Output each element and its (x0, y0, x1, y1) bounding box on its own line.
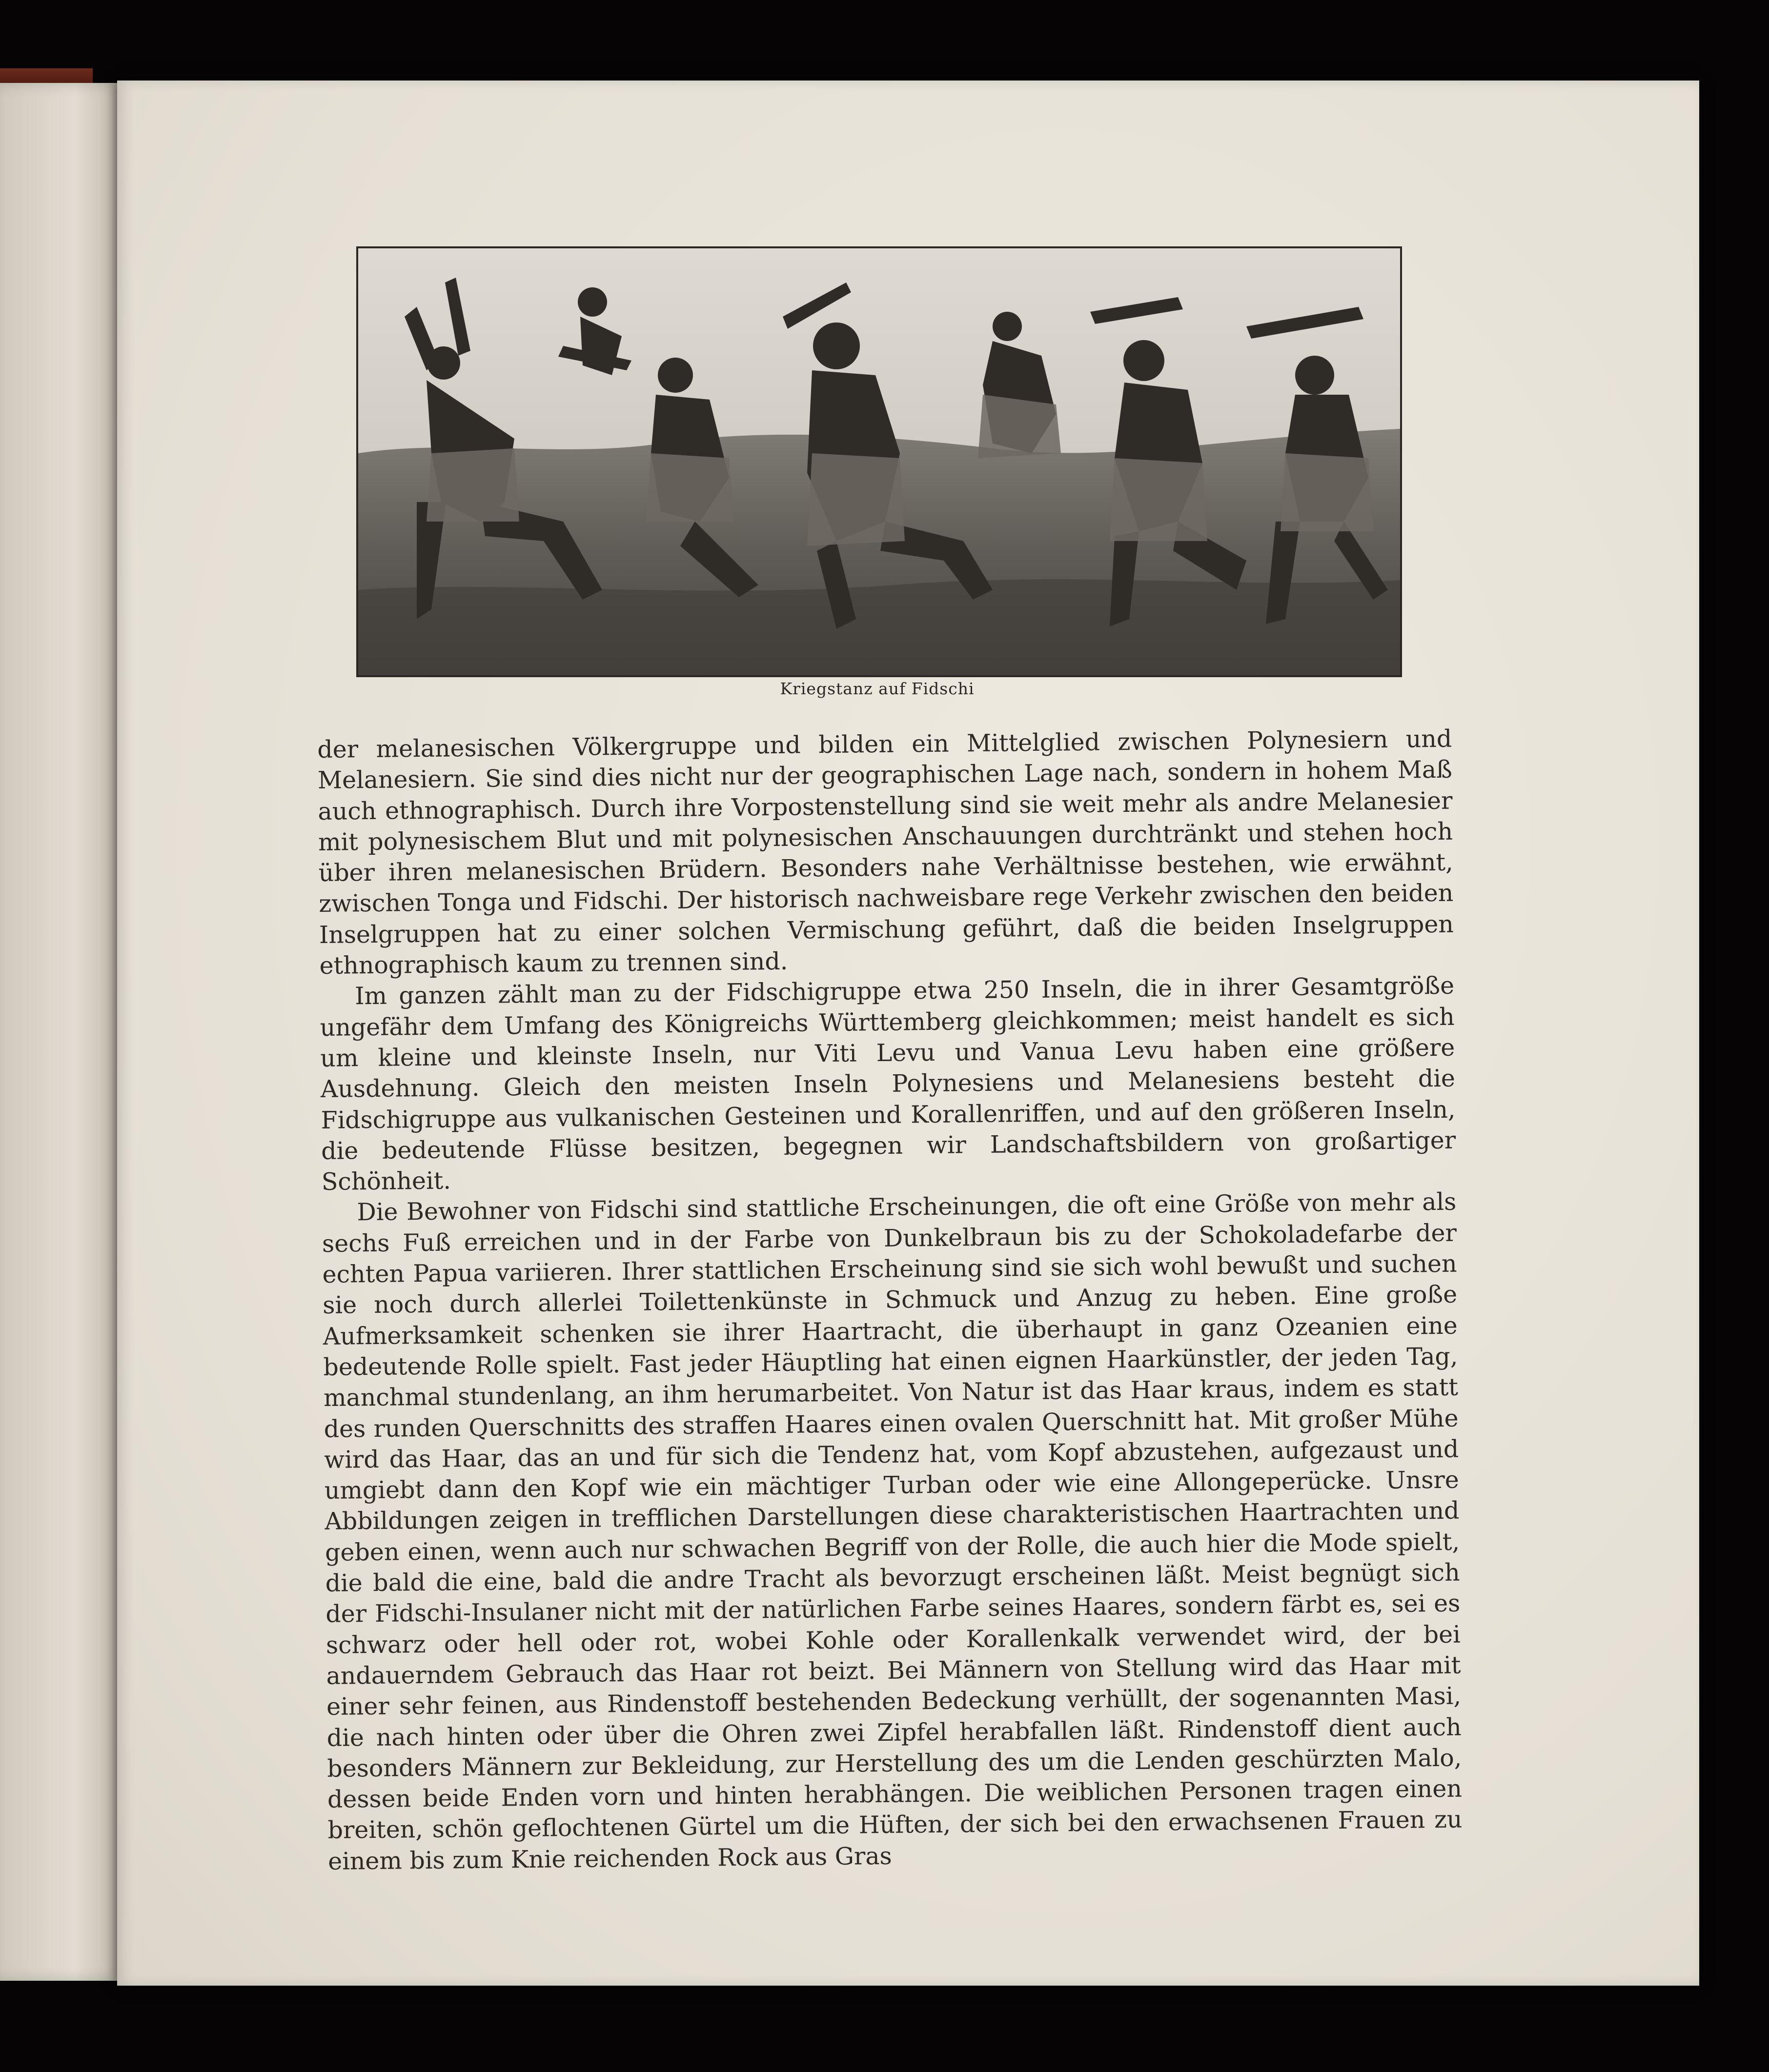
photograph-war-dance (356, 246, 1402, 677)
paragraph: Im ganzen zählt man zu der Fidschigruppe etwa 250 Inseln, die in ihrer Gesamtgröße ungefähr dem Umfang des Königreichs Württemberg gleichkommen; meist handelt es sich um kleine und kleinste Inseln, nur Viti Levu und Vanua Levu haben eine größere Ausdehnung. Gleich den meisten Inseln Polynesiens und Melanesiens besteht die Fidschigruppe aus vulkanischen Gesteinen und Korallenriffen, und auf den größeren Inseln, die bedeutende Flüsse besitzen, begegnen wir Landschaftsbildern von großartiger Schönheit. (320, 972, 1456, 1196)
figure-caption: Kriegstanz auf Fidschi (780, 679, 975, 698)
left-page-edge (0, 83, 124, 1981)
body-text (317, 724, 1463, 1877)
paragraph: Die Bewohner von Fidschi sind stattliche Erscheinungen, die oft eine Größe von mehr als sechs Fuß erreichen und in der Farbe von Dunkelbraun bis zu der Schokoladefarbe der echten Papua variieren. Ihrer stattlichen Erscheinung sind sie sich wohl bewußt und suchen sie noch durch allerlei Toilettenkünste in Schmuck und Anzug zu heben. Eine große Aufmerksamkeit schenken sie ihrer Haartracht, die überhaupt in ganz Ozeanien eine bedeutende Rolle spielt. Fast jeder Häuptling hat einen eignen Haarkünstler, der jeden Tag, manchmal stundenlang, an ihm herumarbeitet. Von Natur ist das Haar kraus, indem es statt des runden Querschnitts des straffen Haares einen ovalen Querschnitt hat. Mit großer Mühe wird das Haar, das an und für sich die Tendenz hat, vom Kopf abzustehen, aufgezaust und umgiebt dann den Kopf wie ein mächtiger Turban oder wie eine Allongeperücke. Unsre Abbildungen zeigen in trefflichen Darstellungen diese charakteristischen Haartrachten und geben einen, wenn auch nur schwachen Begriff von der Rolle, die auch hier die Mode spielt, die bald die eine, bald die andre Tracht als bevorzugt erscheinen läßt. Meist begnügt sich der Fidschi-Insulaner nicht mit der natürlichen Farbe seines Haares, sondern färbt es, sei es schwarz oder hell oder rot, wobei Kohle oder Korallenkalk verwendet wird, der bei andauerndem Gebrauch das Haar rot beizt. Bei Männern von Stellung wird das Haar mit einer sehr feinen, aus Rindenstoff bestehenden Bedeckung verhüllt, der sogenannten Masi, die nach hinten oder über die Ohren zwei Zipfel herabfallen läßt. Rindenstoff dient auch besonders Männern zur Bekleidung, zur Herstellung des um die Lenden geschürzten Malo, dessen beide Enden vorn und hinten herabhängen. Die weiblichen Personen tragen einen breiten, schön geflochtenen Gürtel um die Hüften, der sich bei den erwachsenen Frauen zu einem bis zum Knie reichenden Rock aus Gras (322, 1188, 1463, 1875)
paragraph: der melanesischen Völkergruppe und bilden ein Mittelglied zwischen Polynesiern und Melanesiern. Sie sind dies nicht nur der geographischen Lage nach, sondern in hohem Maß auch ethnographisch. Durch ihre Vorpostenstellung sind sie weit mehr als andre Melanesier mit polynesischem Blut und mit polynesischen Anschauungen durchtränkt und stehen hoch über ihren melanesischen Brüdern. Besonders nahe Verhältnisse bestehen, wie erwähnt, zwischen Tonga und Fidschi. Der historisch nachweisbare rege Verkehr zwischen den beiden Inselgruppen hat zu einer solchen Vermischung geführt, daß die beiden Inselgruppen ethnographisch kaum zu trennen sind. (317, 724, 1454, 980)
war-dance-illustration (358, 248, 1400, 675)
